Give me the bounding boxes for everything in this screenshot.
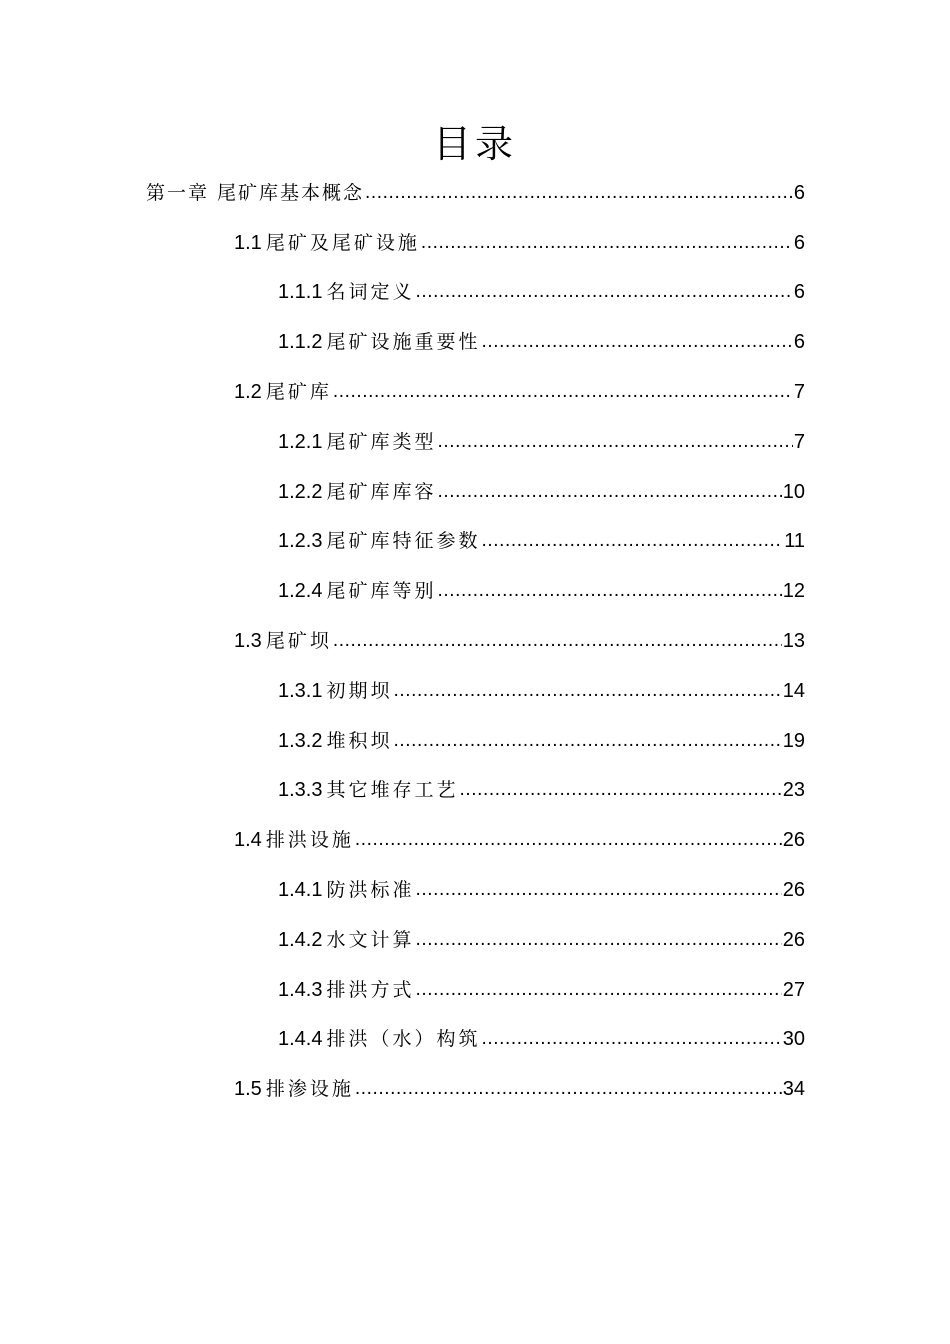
dot-leader [482,330,793,354]
toc-entry-page-number: 27 [782,978,805,1001]
toc-entry-label: 尾矿库类型 [326,430,437,453]
toc-entry-page-number: 26 [782,829,805,852]
toc-entry-label: 尾矿库等别 [326,580,437,603]
toc-entry-label: 排洪（水）构筑 [326,1028,481,1051]
dot-leader [355,1077,782,1101]
toc-entry[interactable] [0,716,950,766]
toc-entry-number: 1.2.1 [278,430,323,453]
toc-entry-label: 尾矿及尾矿设施 [265,231,420,254]
dot-leader [355,828,782,852]
toc-entry-label: 排渗设施 [265,1078,354,1101]
dot-leader [416,928,782,952]
toc-entry-page-number: 14 [782,679,805,702]
toc-entry-page-number: 12 [782,580,805,603]
dot-leader [460,778,782,802]
toc-entry[interactable] [0,367,950,417]
toc-entry-page-number: 19 [782,729,805,752]
dot-leader [482,1027,782,1051]
toc-entry-page-number: 30 [782,1028,805,1051]
toc-entry-page-number: 13 [782,630,805,653]
toc-entry-label: 其它堆存工艺 [326,779,459,802]
toc-entry-label: 初期坝 [326,679,393,702]
toc-entry-number: 1.3.1 [278,679,323,702]
toc-entry-page-number: 23 [782,779,805,802]
toc-entry[interactable] [0,766,950,816]
toc-entry-number: 1.4.3 [278,978,323,1001]
toc-entry[interactable] [0,467,950,517]
dot-leader [333,629,782,653]
toc-entry-number: 1.1 [234,231,262,254]
toc-entry[interactable] [0,965,950,1015]
toc-entry-label: 排洪设施 [265,829,354,852]
toc-entry-label: 尾矿库 [265,381,332,404]
toc-entry-number: 1.4.4 [278,1028,323,1051]
toc-entry-number: 1.3.2 [278,729,323,752]
toc-entry-label: 尾矿库库容 [326,480,437,503]
dot-leader [416,978,782,1002]
dot-leader [333,380,793,404]
toc-entry-number: 1.4.2 [278,928,323,951]
toc-entry-page-number: 10 [782,480,805,503]
toc-title: 目录 [432,122,517,166]
toc-entry[interactable] [0,915,950,965]
toc-entry-label: 尾矿设施重要性 [326,331,481,354]
toc-entry[interactable] [0,566,950,616]
toc-entry-page-number: 6 [793,181,805,204]
dot-leader [394,729,782,753]
toc-entry-label: 水文计算 [326,928,415,951]
toc-entry-number: 1.4.1 [278,879,323,902]
dot-leader [482,529,784,553]
toc-entry-page-number: 26 [782,928,805,951]
toc-entry[interactable] [0,417,950,467]
toc-entry-page-number: 34 [782,1078,805,1101]
dot-leader [438,579,782,603]
toc-entry[interactable] [0,616,950,666]
toc-entry[interactable] [0,517,950,567]
toc-entry[interactable] [0,1064,950,1114]
toc-entry[interactable] [0,865,950,915]
toc-entry-page-number: 7 [793,381,805,404]
dot-leader [394,679,782,703]
toc-entry-label: 第一章 尾矿库基本概念 [146,181,365,204]
toc-entry[interactable] [0,168,950,218]
toc-entry[interactable] [0,317,950,367]
dot-leader [416,280,793,304]
toc-entry-label: 防洪标准 [326,879,415,902]
toc-entry-page-number: 11 [784,530,805,553]
table-of-contents [0,168,950,1114]
toc-entry-label: 堆积坝 [326,729,393,752]
toc-entry[interactable] [0,218,950,268]
toc-entry-page-number: 26 [782,879,805,902]
toc-entry-label: 排洪方式 [326,978,415,1001]
toc-entry-number: 1.1.2 [278,331,323,354]
toc-entry-number: 1.5 [234,1078,262,1101]
toc-entry-number: 1.3.3 [278,779,323,802]
toc-entry-page-number: 6 [793,331,805,354]
toc-entry-number: 1.2 [234,381,262,404]
toc-entry-number: 1.4 [234,829,262,852]
toc-entry-page-number: 6 [793,231,805,254]
toc-entry-number: 1.1.1 [278,281,323,304]
toc-entry[interactable] [0,268,950,318]
toc-entry-number: 1.2.4 [278,580,323,603]
toc-entry-page-number: 7 [793,430,805,453]
dot-leader [416,878,782,902]
toc-entry-number: 1.3 [234,630,262,653]
dot-leader [438,430,793,454]
dot-leader [365,181,793,205]
toc-entry-label: 尾矿坝 [265,630,332,653]
toc-entry[interactable] [0,1015,950,1065]
dot-leader [421,231,793,255]
toc-entry-page-number: 6 [793,281,805,304]
dot-leader [438,480,782,504]
toc-entry[interactable] [0,666,950,716]
toc-entry-number: 1.2.3 [278,530,323,553]
toc-entry-label: 名词定义 [326,281,415,304]
toc-entry[interactable] [0,815,950,865]
toc-entry-number: 1.2.2 [278,480,323,503]
toc-entry-label: 尾矿库特征参数 [326,530,481,553]
